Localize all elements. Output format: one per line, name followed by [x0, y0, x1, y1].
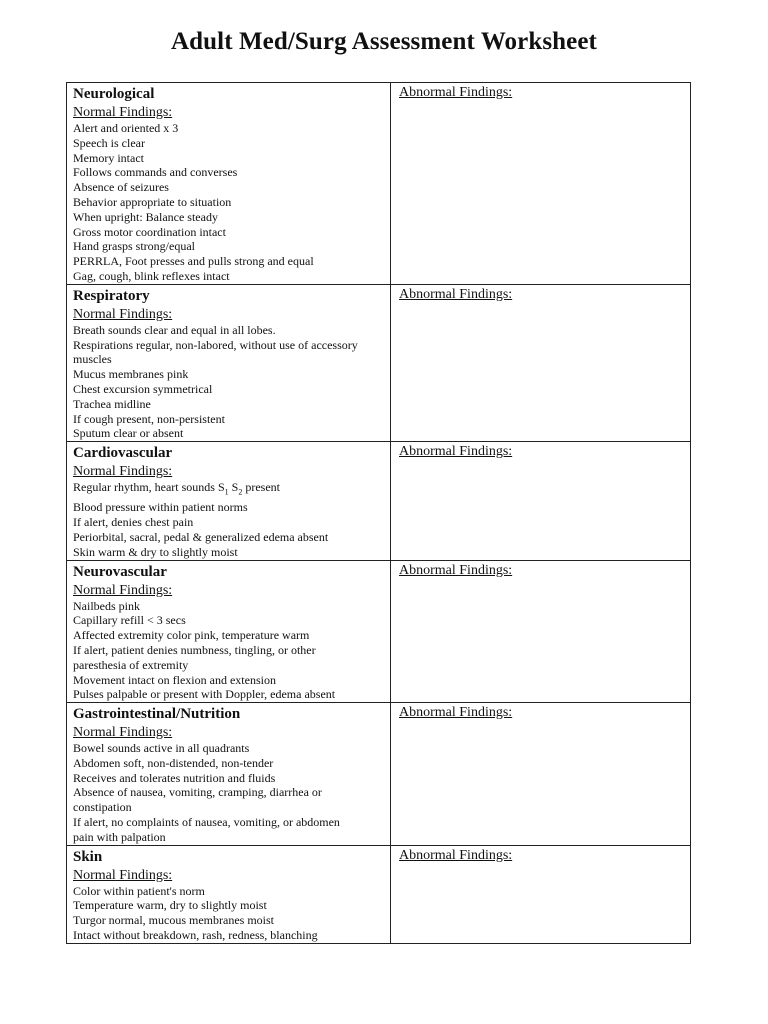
list-item	[73, 480, 386, 500]
abnormal-findings-cell[interactable]	[391, 83, 691, 285]
normal-findings-label: Normal Findings:	[73, 867, 173, 883]
list-item: Capillary refill < 3 secs	[73, 613, 186, 628]
section-row-cardiovascular	[67, 442, 691, 560]
list-item: If alert, no complaints of nausea, vomiting, or abdomen	[73, 815, 340, 830]
list-item: Chest excursion symmetrical	[73, 381, 213, 396]
list-item: Follows commands and converses	[73, 165, 238, 180]
section-title: Neurovascular	[73, 563, 167, 580]
normal-findings-list	[73, 884, 386, 943]
normal-findings-list	[73, 323, 386, 441]
normal-findings-list	[73, 121, 386, 284]
normal-findings-cell	[67, 83, 391, 285]
assessment-table	[66, 82, 691, 944]
list-item: Trachea midline	[73, 396, 151, 411]
list-item: Gross motor coordination intact	[73, 224, 226, 239]
list-item: Behavior appropriate to situation	[73, 194, 232, 209]
list-item: Temperature warm, dry to slightly moist	[73, 898, 267, 913]
abnormal-findings-cell[interactable]	[391, 284, 691, 441]
list-item: constipation	[73, 800, 132, 815]
section-title: Neurological	[73, 86, 155, 102]
abnormal-findings-label: Abnormal Findings:	[399, 847, 513, 863]
list-item: paresthesia of extremity	[73, 657, 189, 672]
list-item: Bowel sounds active in all quadrants	[73, 741, 250, 756]
abnormal-findings-cell[interactable]	[391, 560, 691, 703]
list-item: PERRLA, Foot presses and pulls strong and equal	[73, 254, 314, 269]
abnormal-findings-label: Abnormal Findings:	[399, 85, 513, 100]
list-item: Intact without breakdown, rash, redness, blanching	[73, 928, 318, 943]
abnormal-findings-label: Abnormal Findings:	[399, 286, 513, 302]
list-item: If alert, denies chest pain	[73, 515, 194, 530]
normal-findings-cell	[67, 442, 391, 560]
abnormal-findings-label: Abnormal Findings:	[399, 705, 513, 721]
list-item: If cough present, non-persistent	[73, 411, 225, 426]
list-item: Breath sounds clear and equal in all lobes.	[73, 322, 276, 337]
list-item: Alert and oriented x 3	[73, 121, 179, 135]
abnormal-findings-label: Abnormal Findings:	[399, 444, 513, 460]
list-item: Mucus membranes pink	[73, 367, 189, 382]
list-item: Hand grasps strong/equal	[73, 239, 195, 254]
list-item: Periorbital, sacral, pedal & generalized edema absent	[73, 529, 329, 544]
list-item: Sputum clear or absent	[73, 426, 184, 441]
list-item: Memory intact	[73, 150, 144, 165]
list-item-text: present	[242, 480, 280, 495]
section-title: Cardiovascular	[73, 445, 173, 462]
normal-findings-list	[73, 599, 386, 703]
section-row-respiratory	[67, 284, 691, 441]
list-item: Affected extremity color pink, temperature warm	[73, 628, 310, 643]
list-item: Gag, cough, blink reflexes intact	[73, 268, 230, 283]
list-item: pain with palpation	[73, 829, 166, 844]
normal-findings-label: Normal Findings:	[73, 306, 173, 322]
normal-findings-list	[73, 741, 386, 845]
list-item: Respirations regular, non-labored, without use of accessory	[73, 337, 358, 352]
list-item-text: S	[228, 480, 239, 495]
section-title: Gastrointestinal/Nutrition	[73, 706, 241, 723]
normal-findings-cell	[67, 845, 391, 943]
list-item: Nailbeds pink	[73, 598, 140, 613]
abnormal-findings-cell[interactable]	[391, 442, 691, 560]
list-item: Receives and tolerates nutrition and fluids	[73, 770, 276, 785]
list-item: Color within patient's norm	[73, 883, 205, 898]
subscript: 2	[238, 487, 243, 497]
section-row-neurological	[67, 83, 691, 285]
normal-findings-list	[73, 480, 386, 559]
normal-findings-label: Normal Findings:	[73, 105, 173, 120]
subscript: 1	[224, 487, 229, 497]
list-item: muscles	[73, 352, 112, 367]
normal-findings-cell	[67, 284, 391, 441]
list-item: Absence of seizures	[73, 180, 169, 195]
list-item: When upright: Balance steady	[73, 209, 218, 224]
page-title: Adult Med/Surg Assessment Worksheet	[171, 28, 597, 55]
normal-findings-cell	[67, 703, 391, 846]
normal-findings-label: Normal Findings:	[73, 464, 173, 480]
normal-findings-cell	[67, 560, 391, 703]
section-row-neurovascular	[67, 560, 691, 703]
section-row-skin	[67, 845, 691, 943]
list-item: Absence of nausea, vomiting, cramping, diarrhea or	[73, 785, 322, 800]
normal-findings-label: Normal Findings:	[73, 725, 173, 741]
normal-findings-label: Normal Findings:	[73, 582, 173, 598]
list-item: Pulses palpable or present with Doppler, edema absent	[73, 687, 336, 702]
list-item: Blood pressure within patient norms	[73, 500, 248, 515]
list-item: If alert, patient denies numbness, tingling, or other	[73, 642, 316, 657]
section-row-gastrointestinal-nutrition	[67, 703, 691, 846]
section-title: Respiratory	[73, 287, 150, 304]
abnormal-findings-cell[interactable]	[391, 845, 691, 943]
list-item: Movement intact on flexion and extension	[73, 672, 276, 687]
abnormal-findings-cell[interactable]	[391, 703, 691, 846]
list-item: Abdomen soft, non-distended, non-tender	[73, 755, 274, 770]
abnormal-findings-label: Abnormal Findings:	[399, 562, 513, 578]
section-title: Skin	[73, 848, 103, 865]
list-item: Turgor normal, mucous membranes moist	[73, 913, 274, 928]
list-item: Speech is clear	[73, 135, 145, 150]
list-item: Skin warm & dry to slightly moist	[73, 544, 238, 559]
list-item-text: Regular rhythm, heart sounds S	[73, 480, 225, 495]
